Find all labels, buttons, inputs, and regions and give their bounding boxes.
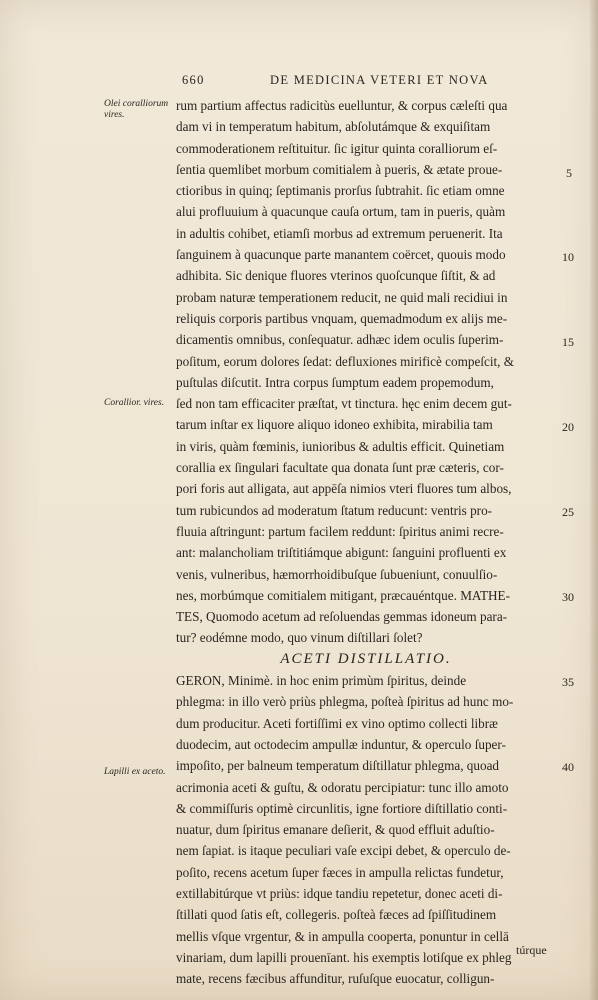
- text-line: mellis vſque vrgentur, & in ampulla cooperta, ponuntur in cellā: [176, 928, 509, 944]
- text-line: tur? eodémne modo, quo vinum diſtillari ſolet?: [176, 630, 423, 646]
- text-line: nem ſapiat. is itaque peculiari vaſe excipi debet, & operculo de-: [176, 843, 511, 859]
- line-number: 35: [562, 675, 574, 689]
- text-line: TES, Quomodo acetum ad reſoluendas gemmas idoneum para-: [176, 609, 508, 625]
- text-line: GERON, Minimè. in hoc enim primùm ſpiritus, deinde: [176, 673, 467, 689]
- text-line: corallia ex ſingulari facultate qua donata ſunt præ cæteris, cor-: [176, 460, 504, 476]
- line-number: 5: [566, 166, 572, 180]
- line-number: 20: [562, 420, 574, 434]
- text-line: duodecim, aut octodecim ampullæ induntur, & operculo ſuper-: [176, 736, 506, 752]
- line-number: 30: [562, 590, 574, 604]
- text-line: reliquis corporis partibus vnquam, quemadmodum ex alijs me-: [176, 310, 508, 326]
- text-line: mate, recens fæcibus affunditur, ruſuſque euocatur, colligun-: [176, 971, 495, 987]
- text-line: vinariam, dum lapilli prouenīant. his exemptis lotiſque ex phleg: [176, 949, 512, 965]
- text-line: pori foris aut alligata, aut appēſa nimios vteri fluores tum albos,: [176, 481, 512, 497]
- text-line: impoſito, per balneum temperatum diſtillatur phlegma, quoad: [176, 758, 500, 774]
- main-text: [176, 95, 556, 989]
- text-line: acrimonia aceti & guſtu, & odoratu percipiatur: tunc illo amoto: [176, 779, 509, 795]
- text-line: commoderationem reſtituitur. ſic igitur quinta coralliorum eſ-: [176, 140, 498, 156]
- text-line: & commiſſuris optimè circunlitis, igne fortiore diſtillatio conti-: [176, 800, 508, 816]
- text-line: ctioribus in quinq; ſeptimanis prorſus ſubtrahit. ſic etiam omne: [176, 183, 505, 199]
- page-number: 660: [182, 73, 205, 87]
- text-line: rum partium affectus radicitùs euelluntur, & corpus cæleſti qua: [176, 98, 508, 113]
- text-line: ſtillati quod ſatis eſt, collegeris. poſteà fæces ad ſpiſſitudinem: [176, 907, 497, 923]
- text-line: tum rubicundos ad moderatum ſtatum reducunt: ventris pro-: [176, 502, 493, 518]
- text-line: dicamentis omnibus, conſequatur. adhæc idem oculis ſuperim-: [176, 332, 504, 348]
- text-line: ſed non tam efficaciter præſtat, vt tinctura. hęc enim decem gut-: [176, 396, 512, 412]
- catchword: túrque: [516, 943, 547, 957]
- text-line: dum producitur. Aceti fortiſſimi ex vino optimo collecti libræ: [176, 715, 498, 731]
- line-number: 15: [562, 335, 574, 349]
- text-line: phlegma: in illo verò priùs phlegma, poſteà ſpiritus ad hunc mo-: [176, 694, 514, 710]
- text-line: alui profluuium à quacunque cauſa ortum, tam in pueris, quàm: [176, 204, 506, 220]
- marginal-note-oil-virtues: Olei coralliorum vires.: [104, 99, 169, 120]
- text-line: puſtulas diſcutit. Intra corpus ſumptum eadem propemodum,: [176, 374, 494, 390]
- text-line: venis, vulneribus, hæmorrhoidibuſque ſubueniunt, conuulſio-: [176, 566, 498, 582]
- running-title: DE MEDICINA VETERI ET NOVA: [270, 73, 489, 87]
- text-line: nes, morbúmque comitialem mitigant, præcauéntque. MATHE-: [176, 587, 511, 603]
- page-edge-shadow: [590, 0, 598, 1000]
- text-line: poſito, recens acetum ſuper fæces in ampulla relictas fundetur,: [176, 864, 504, 880]
- text-line: poſitum, eorum dolores ſedat: defluxiones mirificè compeſcit, &: [176, 353, 515, 369]
- text-line: adhibita. Sic denique fluores vterinos quoſcunque ſiſtit, & ad: [176, 268, 496, 284]
- text-line: tarum inſtar ex liquore aliquo idoneo exhibita, mirabilia tam: [176, 417, 493, 433]
- line-number: 25: [562, 505, 574, 519]
- line-number: 40: [562, 760, 574, 774]
- section-heading: ACETI DISTILLATIO.: [280, 650, 452, 667]
- text-line: ſanguinem à quacunque parte manantem coërcet, quouis modo: [176, 247, 506, 263]
- text-line: ant: malancholiam triſtitiámque abigunt: ſanguini profluenti ex: [176, 545, 507, 561]
- text-line: dam vi in temperatum habitum, abſolutámque & exquiſitam: [176, 119, 491, 135]
- running-head: [172, 73, 572, 91]
- line-number: 10: [562, 250, 574, 264]
- text-line: nuatur, dum ſpiritus emanare deſierit, & quod effluit aduſtio-: [176, 822, 495, 838]
- marginal-note-vinegar-stones: Lapilli ex aceto.: [104, 767, 166, 777]
- text-line: probam naturæ temperationem reducit, ne quid mali recidiui in: [176, 289, 508, 305]
- marginal-note-coral-virtues: Corallior. vires.: [104, 398, 165, 408]
- text-line: ſentia quemlibet morbum comitialem à pueris, & ætate proue-: [176, 161, 503, 177]
- text-line: in adultis cohibet, etiamſi morbus ad extremum peruenerit. Ita: [176, 225, 503, 241]
- text-line: extillabitúrque vt priùs: idque tandiu repetetur, donec aceti di-: [176, 885, 503, 901]
- text-line: fluuia aſtringunt: partum facilem reddunt: ſpiritus animi recre-: [176, 523, 504, 539]
- text-line: in viris, quàm fœminis, iunioribus & adultis efficit. Quinetiam: [176, 438, 505, 454]
